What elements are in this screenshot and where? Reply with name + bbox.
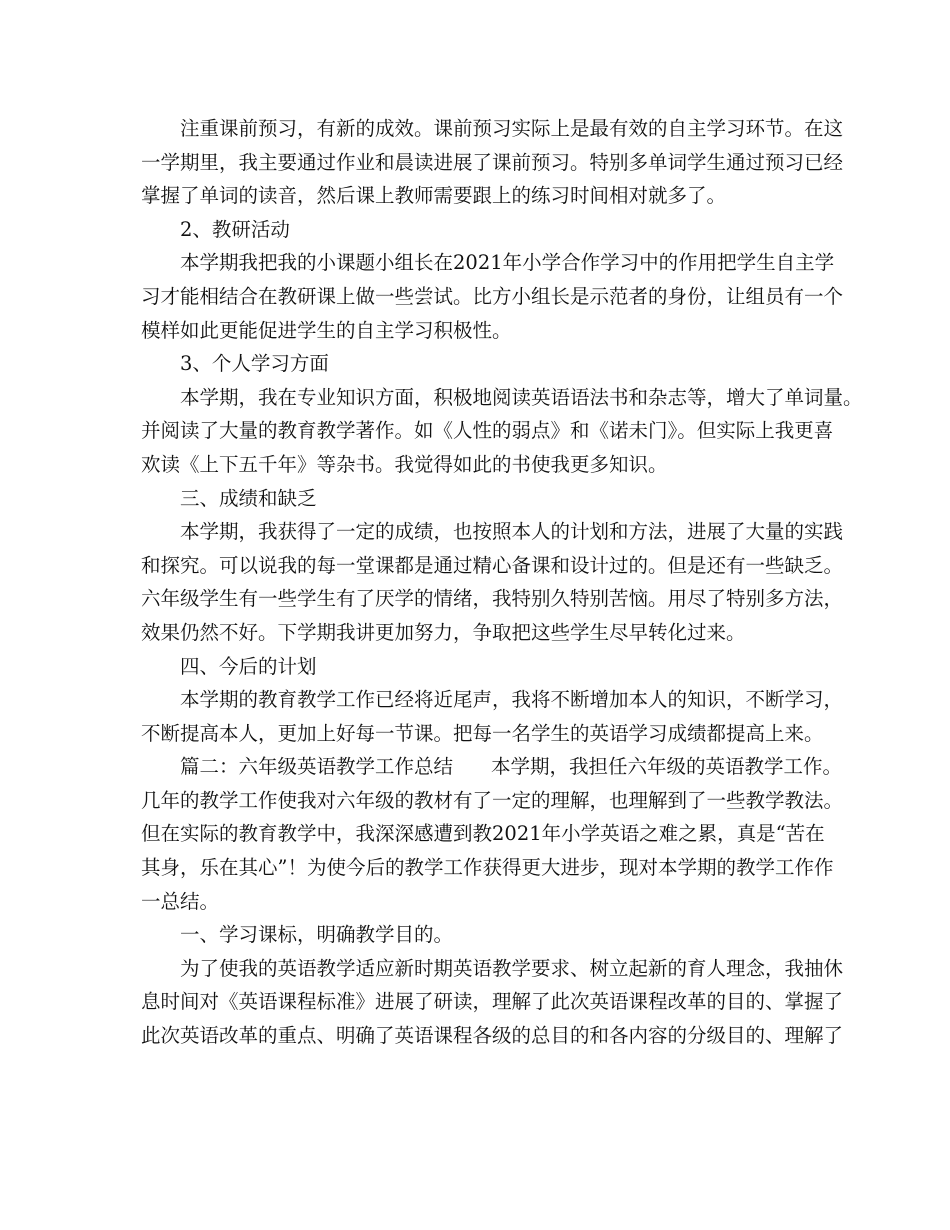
paragraph-line: 本学期，我获得了一定的成绩，也按照本人的计划和方法，进展了大量的实践 xyxy=(180,520,844,544)
section-heading: 四、今后的计划 xyxy=(180,654,317,678)
document-body xyxy=(141,112,863,1053)
paragraph-line: 本学期的教育教学工作已经将近尾声，我将不断增加本人的知识，不断学习， xyxy=(180,688,844,712)
section-heading: 三、成绩和缺乏 xyxy=(180,486,317,510)
paragraph-line: 为了使我的英语教学适应新时期英语教学要求、树立起新的育人理念，我抽休 xyxy=(180,956,844,980)
paragraph-line: 模样如此更能促进学生的自主学习积极性。 xyxy=(141,318,512,342)
paragraph-line: 掌握了单词的读音，然后课上教师需要跟上的练习时间相对就多了。 xyxy=(141,184,727,208)
paragraph-line: 不断提高本人，更加上好每一节课。把每一名学生的英语学习成绩都提高上来。 xyxy=(141,721,824,745)
paragraph-line: 本学期，我在专业知识方面，积极地阅读英语语法书和杂志等，增大了单词量。 xyxy=(180,385,863,409)
paragraph-line: 习才能相结合在教研课上做一些尝试。比方小组长是示范者的身份，让组员有一个 xyxy=(141,284,844,308)
article-title-line xyxy=(141,750,843,784)
section-heading: 2、教研活动 xyxy=(180,217,290,241)
paragraph-line: 本学期我把我的小课题小组长在2021年小学合作学习中的作用把学生自主学 xyxy=(180,251,835,275)
paragraph-line: 六年级学生有一些学生有了厌学的情绪，我特别久特别苦恼。用尽了特别多方法， xyxy=(141,587,844,611)
paragraph-line: 此次英语改革的重点、明确了英语课程各级的总目的和各内容的分级目的、理解了 xyxy=(141,1024,844,1048)
paragraph-line: 但在实际的教育教学中，我深深感遭到教2021年小学英语之难之累，真是“苦在 xyxy=(141,822,825,846)
paragraph-text: 本学期，我担任六年级的英语教学工作。 xyxy=(491,755,843,779)
paragraph-line: 和探究。可以说我的每一堂课都是通过精心备课和设计过的。但是还有一些缺乏。 xyxy=(141,553,844,577)
paragraph-line: 一总结。 xyxy=(141,889,220,913)
section-heading: 一、学习课标，明确教学目的。 xyxy=(180,923,454,947)
paragraph-line: 一学期里，我主要通过作业和晨读进展了课前预习。特别多单词学生通过预习已经 xyxy=(141,150,844,174)
paragraph-line: 息时间对《英语课程标准》进展了研读，理解了此次英语课程改革的目的、掌握了 xyxy=(141,990,844,1014)
paragraph-line: 几年的教学工作使我对六年级的教材有了一定的理解，也理解到了一些教学教法。 xyxy=(141,788,844,812)
paragraph-line: 并阅读了大量的教育教学著作。如《人性的弱点》和《诺未门》。但实际上我更喜 xyxy=(141,419,834,443)
article-title: 篇二：六年级英语教学工作总结 xyxy=(180,755,454,779)
section-heading: 3、个人学习方面 xyxy=(180,352,329,376)
paragraph-line: 其身，乐在其心”！为使今后的教学工作获得更大进步，现对本学期的教学工作作 xyxy=(141,856,834,880)
paragraph-line: 欢读《上下五千年》等杂书。我觉得如此的书使我更多知识。 xyxy=(141,452,668,476)
paragraph-line: 效果仍然不好。下学期我讲更加努力，争取把这些学生尽早转化过来。 xyxy=(141,620,746,644)
paragraph-line: 注重课前预习，有新的成效。课前预习实际上是最有效的自主学习环节。在这 xyxy=(180,117,844,140)
